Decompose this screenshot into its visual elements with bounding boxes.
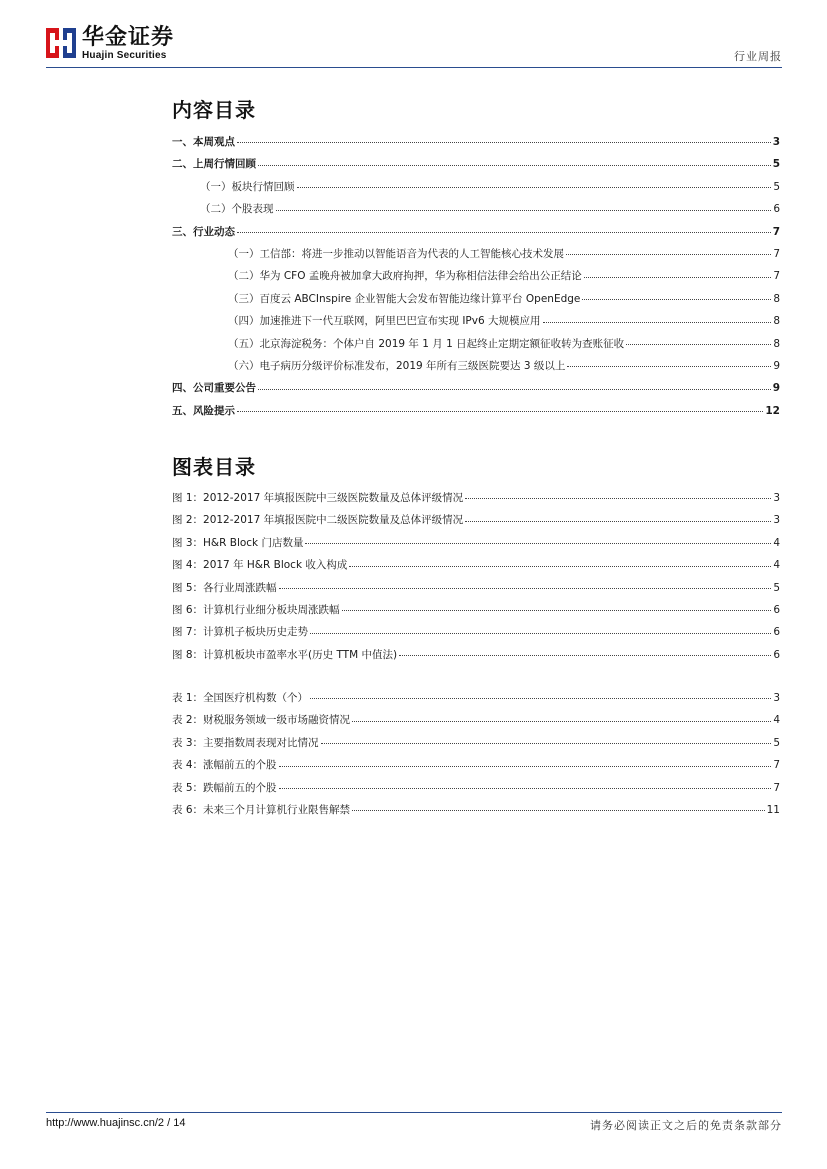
chart-entry-page: 4 — [773, 559, 780, 572]
chart-entry-page: 3 — [773, 492, 780, 504]
page-header — [46, 26, 782, 66]
toc-entry-leader-dots — [567, 365, 771, 367]
toc-entry-page: 9 — [773, 359, 780, 372]
toc-entry-title: （五）北京海淀税务：个体户自 2019 年 1 月 1 日起终止定期定额征收转为查账征收 — [228, 337, 625, 350]
chart-entry-leader-dots — [349, 565, 771, 567]
toc-entry-title: （六）电子病历分级评价标准发布，2019 年所有三级医院要达 3 级以上 — [228, 359, 566, 372]
chart-entry-page: 6 — [773, 626, 780, 639]
figures-title: 图表目录 — [172, 455, 256, 479]
toc-entry-page: 7 — [773, 270, 780, 283]
chart-entry-page: 3 — [773, 514, 780, 527]
toc-entry-page: 5 — [772, 158, 780, 171]
table-entry-page: 5 — [773, 736, 780, 749]
toc-entry-title: （二）华为 CFO 孟晚舟被加拿大政府拘押，华为称相信法律会给出公正结论 — [228, 270, 582, 283]
header-divider — [46, 67, 782, 68]
footer-page-sep: / — [167, 1117, 171, 1129]
table-entry[interactable] — [172, 799, 780, 821]
toc-entry-leader-dots — [237, 410, 763, 412]
chart-entry-title: 图 2：2012-2017 年填报医院中二级医院数量及总体评级情况 — [172, 514, 464, 527]
chart-entry[interactable] — [172, 487, 780, 509]
table-entry-title: 表 6：未来三个月计算机行业限售解禁 — [172, 803, 351, 816]
toc-entry-leader-dots — [584, 276, 772, 278]
toc-entry-leader-dots — [258, 388, 771, 390]
chart-entry-leader-dots — [279, 587, 772, 589]
chart-entry-title: 图 5：各行业周涨跌幅 — [172, 581, 277, 594]
toc-entry-leader-dots — [237, 141, 771, 143]
toc-entry[interactable] — [172, 377, 780, 399]
chart-entry-title: 图 8：计算机板块市盈率水平(历史 TTM 中值法) — [172, 648, 398, 661]
toc-entry[interactable] — [172, 176, 780, 198]
toc-entry-title: （三）百度云 ABCInspire 企业智能大会发布智能边缘计算平台 OpenEdge — [228, 292, 581, 305]
footer-divider — [46, 1112, 782, 1113]
toc-entry-title: 一、本周观点 — [172, 136, 235, 148]
footer-page-total: 14 — [173, 1117, 186, 1129]
toc-entry-title: （一）板块行情回顾 — [200, 180, 295, 193]
toc-entry-leader-dots — [276, 209, 772, 211]
toc-entry-title: （一）工信部：将进一步推动以智能语音为代表的人工智能核心技术发展 — [228, 247, 564, 260]
footer-url-page — [46, 1117, 185, 1129]
toc-entry-title: 二、上周行情回顾 — [172, 158, 256, 171]
table-of-contents — [172, 131, 780, 422]
table-entry-page: 7 — [773, 759, 780, 772]
toc-entry-page: 8 — [773, 337, 780, 350]
footer-page-num: 2 — [157, 1117, 165, 1129]
table-entry-leader-dots — [310, 697, 771, 699]
toc-entry-page: 7 — [773, 247, 780, 260]
company-logo — [46, 26, 186, 64]
chart-entry-title: 图 7：计算机子板块历史走势 — [172, 626, 309, 639]
table-entry-title: 表 4：涨幅前五的个股 — [172, 759, 277, 772]
chart-entry-page: 6 — [773, 603, 780, 616]
toc-entry-leader-dots — [582, 298, 771, 300]
toc-entry-title: （四）加速推进下一代互联网，阿里巴巴宣布实现 IPv6 大规模应用 — [228, 315, 541, 328]
chart-entry-leader-dots — [465, 520, 771, 522]
toc-entry-page: 6 — [773, 203, 780, 216]
chart-entry[interactable] — [172, 554, 780, 576]
toc-entry[interactable] — [172, 288, 780, 310]
table-entry-leader-dots — [352, 809, 765, 811]
toc-entry-leader-dots — [237, 231, 771, 233]
toc-entry-leader-dots — [543, 321, 772, 323]
toc-entry-page: 3 — [772, 136, 780, 148]
table-list — [172, 687, 780, 821]
logo-english-name: Huajin Securities — [82, 50, 167, 61]
contents-title: 内容目录 — [172, 98, 256, 122]
chart-entry[interactable] — [172, 509, 780, 531]
table-entry-page: 4 — [773, 714, 780, 727]
chart-entry[interactable] — [172, 577, 780, 599]
table-entry-title: 表 3：主要指数周表现对比情况 — [172, 736, 319, 749]
chart-entry[interactable] — [172, 532, 780, 554]
toc-entry-page: 5 — [773, 180, 780, 193]
chart-entry-leader-dots — [342, 609, 772, 611]
toc-entry-page: 8 — [773, 315, 780, 328]
toc-entry-page: 9 — [772, 382, 780, 395]
footer-url[interactable]: http://www.huajinsc.cn/ — [46, 1117, 158, 1129]
chart-entry-leader-dots — [305, 542, 771, 544]
toc-entry[interactable] — [172, 333, 780, 355]
huajin-logo-icon — [46, 28, 76, 58]
chart-entry[interactable] — [172, 599, 780, 621]
table-entry[interactable] — [172, 754, 780, 776]
toc-entry[interactable] — [172, 355, 780, 377]
chart-entry-title: 图 6：计算机行业细分板块周涨跌幅 — [172, 603, 340, 616]
table-entry-title: 表 1：全国医疗机构数（个） — [172, 692, 309, 704]
table-entry-page: 3 — [773, 692, 780, 704]
toc-entry[interactable] — [172, 221, 780, 243]
chart-entry[interactable] — [172, 621, 780, 643]
chart-entry-page: 6 — [773, 648, 780, 661]
chart-entry-title: 图 3：H&R Block 门店数量 — [172, 536, 304, 549]
toc-entry-title: （二）个股表现 — [200, 203, 274, 216]
logo-chinese-name: 华金证券 — [82, 25, 175, 50]
chart-entry-title: 图 1：2012-2017 年填报医院中三级医院数量及总体评级情况 — [172, 492, 464, 504]
chart-entry-title: 图 4：2017 年 H&R Block 收入构成 — [172, 559, 348, 572]
toc-entry-title: 四、公司重要公告 — [172, 382, 256, 395]
chart-entry-leader-dots — [310, 632, 771, 634]
chart-entry-page: 4 — [773, 536, 780, 549]
table-entry-page: 11 — [766, 803, 780, 816]
toc-entry[interactable] — [172, 131, 780, 153]
chart-list — [172, 487, 780, 666]
table-entry[interactable] — [172, 777, 780, 799]
table-entry[interactable] — [172, 732, 780, 754]
toc-entry[interactable] — [172, 198, 780, 220]
toc-entry[interactable] — [172, 310, 780, 332]
table-entry-leader-dots — [321, 742, 772, 744]
chart-entry[interactable] — [172, 644, 780, 666]
table-entry[interactable] — [172, 687, 780, 709]
toc-entry-leader-dots — [626, 343, 771, 345]
footer-disclaimer: 请务必阅读正文之后的免责条款部分 — [590, 1119, 782, 1132]
toc-entry[interactable] — [172, 243, 780, 265]
chart-entry-leader-dots — [399, 654, 771, 656]
chart-entry-leader-dots — [465, 497, 771, 499]
table-entry[interactable] — [172, 709, 780, 731]
toc-entry-page: 12 — [765, 404, 780, 417]
toc-entry-title: 三、行业动态 — [172, 225, 235, 238]
toc-entry-title: 五、风险提示 — [172, 404, 235, 417]
toc-entry[interactable] — [172, 265, 780, 287]
report-type: 行业周报 — [734, 50, 782, 63]
toc-entry[interactable] — [172, 153, 780, 175]
table-entry-leader-dots — [352, 720, 771, 722]
toc-entry-leader-dots — [258, 164, 771, 166]
table-entry-title: 表 5：跌幅前五的个股 — [172, 781, 277, 794]
toc-entry-page: 7 — [772, 225, 780, 238]
table-entry-page: 7 — [773, 781, 780, 794]
toc-entry-leader-dots — [297, 186, 772, 188]
table-entry-leader-dots — [279, 765, 772, 767]
toc-entry[interactable] — [172, 400, 780, 422]
table-entry-leader-dots — [279, 787, 772, 789]
toc-entry-page: 8 — [773, 292, 780, 305]
table-entry-title: 表 2：财税服务领域一级市场融资情况 — [172, 714, 351, 727]
chart-entry-page: 5 — [773, 581, 780, 594]
toc-entry-leader-dots — [566, 253, 771, 255]
